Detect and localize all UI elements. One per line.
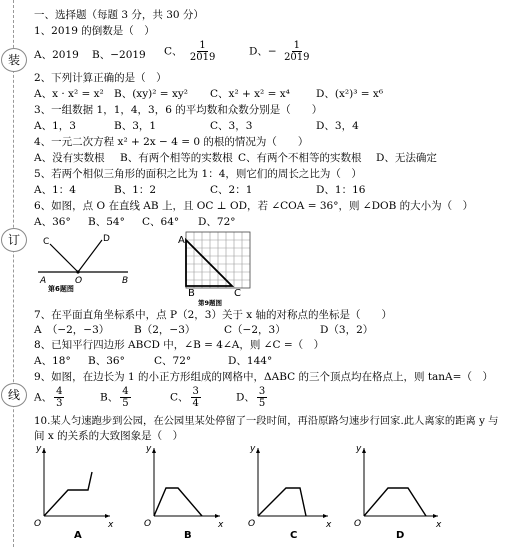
option-d[interactable]: D（3，2） <box>320 324 374 336</box>
binding-line <box>13 0 14 547</box>
option-a[interactable]: A （−2，−3） <box>34 324 110 336</box>
question-9-stem: 9、如图，在边长为 1 的小正方形组成的网格中，ΔABC 的三个顶点均在格点上，则 tanA=（ ） <box>34 371 493 383</box>
option-a[interactable]: A、18° <box>34 355 71 367</box>
x-axis-arrow <box>105 514 110 518</box>
x-label: x <box>436 520 442 530</box>
option-d[interactable]: D、− $\frac{1}{2019}$ <box>249 40 310 63</box>
question-9-options <box>34 386 494 414</box>
label-c: C <box>43 237 50 247</box>
question-10-line1: 10.某人匀速跑步到公园，在公园里某处停留了一段时间，再沿原路匀速步行回家.此人离家的距离 y 与 <box>34 415 499 427</box>
ray-od <box>78 240 102 272</box>
option-d[interactable]: D、144° <box>228 355 273 367</box>
x-axis-arrow <box>433 514 438 518</box>
ray-oc <box>50 244 78 272</box>
binding-mark: 装 <box>1 48 27 72</box>
x-label: x <box>108 520 114 530</box>
option-b[interactable]: B、1：2 <box>114 184 157 196</box>
graph-label: B <box>184 530 192 541</box>
label-d: D <box>103 234 110 244</box>
option-c[interactable]: C、 $\frac{3}{4}$ <box>170 386 199 409</box>
option-b[interactable]: B、3，1 <box>114 120 157 132</box>
question-3-stem: 3、一组数据 1，1，4，3，6 的平均数和众数分别是（ ） <box>34 104 323 116</box>
question-7-options <box>34 323 494 339</box>
label-a: A <box>40 276 47 286</box>
option-c[interactable]: C、有两个不相等的实数根 <box>238 152 362 164</box>
graph-line <box>258 488 306 516</box>
origin-label: O <box>354 519 362 529</box>
label-b: B <box>122 276 129 286</box>
option-a[interactable]: A、 $\frac{4}{3}$ <box>34 386 63 409</box>
option-c[interactable]: C、72° <box>154 355 192 367</box>
option-c[interactable]: C（−2，3） <box>224 324 286 336</box>
figure-6 <box>30 232 140 294</box>
option-a[interactable]: A、没有实数根 <box>34 152 105 164</box>
option-b[interactable]: B、54° <box>88 216 125 228</box>
y-axis-arrow <box>256 448 260 453</box>
y-label: y <box>146 444 152 454</box>
question-2-options <box>34 87 494 103</box>
question-1-options <box>34 40 494 70</box>
question-10-line2: 间 x 的关系的大致图象是（ ） <box>34 430 184 442</box>
option-a[interactable]: A、x · x² = x² <box>34 88 104 100</box>
graph-option-d[interactable] <box>350 438 446 542</box>
question-2-stem: 2、下列计算正确的是（ ） <box>34 72 167 84</box>
graph-label: C <box>290 530 298 541</box>
option-d[interactable]: D、3，4 <box>316 120 359 132</box>
section-title: 一、选择题（每题 3 分，共 30 分） <box>34 9 204 21</box>
graph-line <box>154 488 202 516</box>
option-b[interactable]: B、−2019 <box>92 49 146 61</box>
y-axis-arrow <box>362 448 366 453</box>
point-o <box>76 270 79 273</box>
option-c[interactable]: C、x² + x² = x⁴ <box>210 88 290 100</box>
question-8-stem: 8、已知平行四边形 ABCD 中，∠B = 4∠A，则 ∠C =（ ） <box>34 339 325 351</box>
option-c[interactable]: C、3，3 <box>210 120 253 132</box>
y-label: y <box>36 444 42 454</box>
question-7-stem: 7、在平面直角坐标系中，点 P（2，3）关于 x 轴的对称点的坐标是（ ） <box>34 309 393 321</box>
option-d[interactable]: D、无法确定 <box>376 152 437 164</box>
option-d[interactable]: D、(x²)³ = x⁶ <box>316 88 384 100</box>
triangle-abc <box>186 240 232 286</box>
graph-option-a[interactable] <box>30 438 118 542</box>
option-c[interactable]: C、2：1 <box>210 184 253 196</box>
fraction: $\frac{1}{2019}$ <box>189 40 216 63</box>
x-axis-arrow <box>215 514 220 518</box>
option-a[interactable]: A、1，3 <box>34 120 76 132</box>
y-axis-arrow <box>42 448 46 453</box>
option-c[interactable]: C、 $\frac{1}{2019}$ <box>164 40 216 63</box>
option-a[interactable]: A、2019 <box>34 49 79 61</box>
question-4-stem: 4、一元二次方程 x² + 2x − 4 = 0 的根的情况为（ ） <box>34 136 309 148</box>
option-d[interactable]: D、1：16 <box>316 184 366 196</box>
fraction: $\frac{1}{2019}$ <box>284 40 310 63</box>
question-6-stem: 6、如图，点 O 在直线 AB 上，且 OC ⊥ OD，若 ∠COA = 36°，则 ∠DOB 的大小为（ ） <box>34 200 474 212</box>
question-8-options <box>34 354 494 370</box>
option-b[interactable]: B、有两个相等的实数根 <box>120 152 233 164</box>
option-d[interactable]: D、72° <box>198 216 236 228</box>
origin-label: O <box>248 519 256 529</box>
origin-label: O <box>34 519 42 529</box>
binding-mark: 订 <box>1 228 27 252</box>
label-b: B <box>188 288 195 299</box>
label-o: O <box>75 276 83 286</box>
question-6-options <box>34 215 494 231</box>
label-c: C <box>234 288 241 299</box>
binding-mark: 线 <box>1 383 27 407</box>
question-5-stem: 5、若两个相似三角形的面积之比为 1：4，则它们的周长之比为（ ） <box>34 168 362 180</box>
option-d[interactable]: D、 $\frac{3}{5}$ <box>236 386 266 409</box>
figure-9 <box>172 228 254 308</box>
option-b[interactable]: B、36° <box>88 355 125 367</box>
option-a[interactable]: A、36° <box>34 216 71 228</box>
x-label: x <box>218 520 224 530</box>
y-axis-arrow <box>152 448 156 453</box>
y-label: y <box>356 444 362 454</box>
question-1-stem: 1、2019 的倒数是（ ） <box>34 25 155 37</box>
graph-option-c[interactable] <box>244 438 336 542</box>
graph-line <box>44 472 92 516</box>
graph-label: A <box>74 530 82 541</box>
question-3-options <box>34 119 494 135</box>
x-axis-arrow <box>323 514 328 518</box>
option-c[interactable]: C、64° <box>142 216 180 228</box>
graph-option-b[interactable] <box>140 438 228 542</box>
question-4-options <box>34 151 504 167</box>
option-b[interactable]: B、 $\frac{4}{5}$ <box>100 386 129 409</box>
graph-line <box>364 488 426 516</box>
x-label: x <box>326 520 332 530</box>
question-5-options <box>34 183 494 199</box>
y-label: y <box>250 444 256 454</box>
option-a[interactable]: A、1：4 <box>34 184 76 196</box>
figure-9-caption: 第9题图 <box>198 299 223 307</box>
label-a: A <box>178 235 185 246</box>
figure-6-caption: 第6题图 <box>48 285 74 293</box>
option-b[interactable]: B、(xy)² = xy² <box>114 88 189 100</box>
origin-label: O <box>144 519 152 529</box>
graph-label: D <box>396 530 405 541</box>
option-b[interactable]: B（2，−3） <box>134 324 196 336</box>
